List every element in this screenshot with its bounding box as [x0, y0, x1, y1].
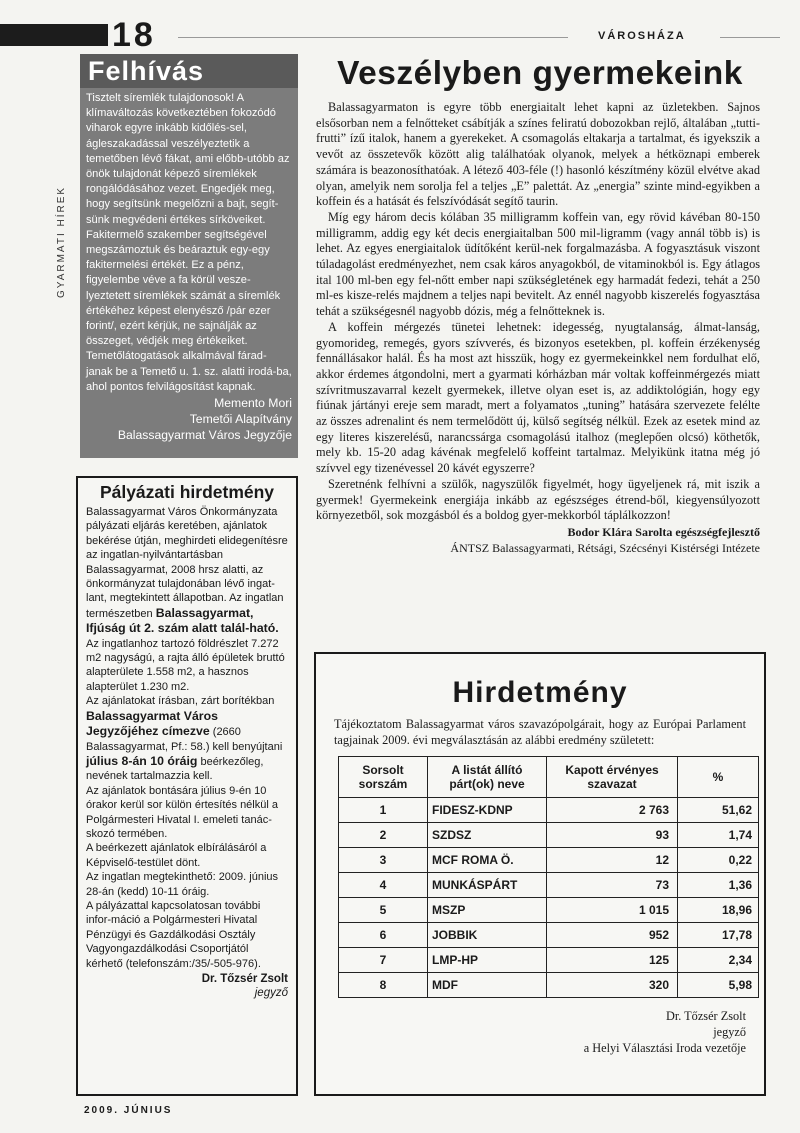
- row-party: FIDESZ-KDNP: [428, 798, 547, 823]
- palyazat-p3: Az ajánlatokat írásban, zárt borítékban Balassagyarmat Város Jegyzőjéhez címezve (2660 Balassagyarmat, Pf.: 58.) kell benyújtani július 8-án 10 óráig beérkezőleg, nevének tartalmazzia kell.: [86, 695, 283, 783]
- palyazat-title: Pályázati hirdetmény: [99, 482, 275, 502]
- row-votes: 12: [547, 848, 678, 873]
- header-szavazat: Kapott érvényes szavazat: [547, 757, 678, 798]
- article-institution: ÁNTSZ Balassagyarmati, Rétsági, Szécsényi Kistérségi Intézete: [450, 540, 760, 555]
- results-table: [338, 756, 759, 998]
- palyazat-signature: [78, 972, 296, 1000]
- row-votes: 125: [547, 948, 678, 973]
- hirdetmeny-sig-name: Dr. Tőzsér Zsolt: [665, 1009, 746, 1023]
- header-rule-right: [720, 37, 780, 38]
- row-votes: 952: [547, 923, 678, 948]
- row-sorszam: 6: [339, 923, 428, 948]
- hirdetmeny-intro: Tájékoztatom Balassagyarmat város szavazópolgárait, hogy az Európai Parlament tagjainak 2009. évi megválasztásán az alábbi eredmény született:: [334, 717, 746, 747]
- row-percent: 0,22: [678, 848, 759, 873]
- hirdetmeny-title: Hirdetmény: [452, 676, 628, 709]
- header-sorszam: Sorsolt sorszám: [339, 757, 428, 798]
- header-part: A listát állító párt(ok) neve: [428, 757, 547, 798]
- footer-date: 2009. JÚNIUS: [84, 1105, 173, 1116]
- article-paragraph: A koffein mérgezés tünetei lehetnek: idegesség, nyugtalanság, álmat-lanság, gyomorideg, remegés, gyors szívverés, és bizonyos esetekben, pl. koffein érzékenység fennállásakor halál. És ha most azt hisszük, hogy ez gyermekeinkkel nem fordulhat elő, akkor érdemes átgondolni, mert a gyarmati kórházban már voltak koffeinmérgezés miatt szívritmuszavarral kezelt gyermekek, illetve olyan eset is, az addiktológián, hogy egy fiúnak jártányi ereje sem maradt, mert a folyamatos „tuning” hatására szervezete felélte az összes adrenalint és nem termelődött új, külső segítség nélkül. Ezek az esetek mind az egy literes kiszerelésű, narancssárga csomagolású italhoz (meglepően olcsó) köthetők, mely kb. 15-20 adag kávénak megfelelő koffeint tartalmaz. Melyikünk itatna még jó szívvel egy tizenévessel 20 kávét egyszerre?: [316, 319, 760, 476]
- table-row: [339, 923, 759, 948]
- row-percent: 1,36: [678, 873, 759, 898]
- row-party: MUNKÁSPÁRT: [428, 873, 547, 898]
- row-votes: 320: [547, 973, 678, 998]
- row-party: MCF ROMA Ö.: [428, 848, 547, 873]
- row-votes: 93: [547, 823, 678, 848]
- palyazat-sig-name: Dr. Tőzsér Zsolt: [201, 973, 288, 985]
- hirdetmeny-sig-org: a Helyi Választási Iroda vezetője: [583, 1041, 746, 1055]
- felhivas-sig-line-1: Memento Mori: [214, 396, 292, 411]
- row-percent: 2,34: [678, 948, 759, 973]
- row-votes: 73: [547, 873, 678, 898]
- palyazat-p6: Az ingatlan megtekinthető: 2009. június 28-án (kedd) 10-11 óráig.: [86, 871, 279, 898]
- felhivas-box: [80, 54, 298, 458]
- palyazat-p2: Az ingatlanhoz tartozó földrészlet 7.272 m2 nagyságú, a rajta álló épületek bruttó alapterülete 1.558 m2, a hasznos alapterület 1.230 m2.: [86, 637, 285, 693]
- row-votes: 2 763: [547, 798, 678, 823]
- row-votes: 1 015: [547, 898, 678, 923]
- palyazat-p5: A beérkezett ajánlatok elbírálásáról a Képviselő-testület dönt.: [86, 842, 267, 869]
- row-sorszam: 2: [339, 823, 428, 848]
- row-percent: 5,98: [678, 973, 759, 998]
- table-row: [339, 823, 759, 848]
- hirdetmeny-sig-title: jegyző: [713, 1025, 746, 1039]
- felhivas-sig-line-3: Balassagyarmat Város Jegyzője: [117, 428, 292, 443]
- felhivas-sig-line-2: Temetői Alapítvány: [189, 412, 292, 427]
- page-number: 18: [112, 16, 156, 54]
- felhivas-signature: [80, 395, 298, 443]
- row-party: LMP-HP: [428, 948, 547, 973]
- row-sorszam: 8: [339, 973, 428, 998]
- row-percent: 51,62: [678, 798, 759, 823]
- row-sorszam: 1: [339, 798, 428, 823]
- row-party: MDF: [428, 973, 547, 998]
- table-row: [339, 798, 759, 823]
- article-paragraph: Míg egy három decis kólában 35 milligramm koffein van, egy rövid kávéban 80-150 milligramm, addig egy két decis energiaitalban 500 mil-ligramm (vagy annál több is) is lehet. Az egyes energiaitalok üdítőként kerül-nek forgalmazásba. A fogyasztásuk viszont túladagolást eredményezhet, nem csak káros anyagokból, de vitaminokból is. Egy átlagos ital 100 ml-ben egy fel-nőtt ember napi szükségletének egy harmadát fedezi, tehát a 250 ml-es kisze-relés majdnem a teljes napi bevitelt. Az ennél nagyobb kiszerelés fogyasztása tehát a szükségesnél nagyobb dózis, még a felnőtteknek is.: [316, 209, 760, 319]
- hirdetmeny-box: [314, 652, 766, 1096]
- article-title: Veszélyben gyermekeink: [337, 55, 743, 92]
- palyazat-sig-title: jegyző: [254, 987, 288, 999]
- table-row: [339, 948, 759, 973]
- table-row: [339, 873, 759, 898]
- row-sorszam: 3: [339, 848, 428, 873]
- row-party: JOBBIK: [428, 923, 547, 948]
- table-row: [339, 898, 759, 923]
- felhivas-title: Felhívás: [80, 54, 298, 88]
- table-row: [339, 973, 759, 998]
- header-percent: %: [678, 757, 759, 798]
- palyazat-p1: Balassagyarmat Város Önkormányzata pályázati eljárás keretében, ajánlatok bekérése útján, meghirdeti elidegenítésre az ingatlan-nyilvántartásban Balassagyarmat, 2008 hrsz alatti, az önkormányzat tulajdonában lévő ingat-lant, megtekintett állapotban. Az ingatlan természetben Balassagyarmat, Ifjúság út 2. szám alatt talál-ható.: [86, 506, 288, 636]
- palyazat-body: [78, 505, 296, 971]
- row-party: MSZP: [428, 898, 547, 923]
- article-body: [316, 100, 760, 556]
- row-percent: 17,78: [678, 923, 759, 948]
- results-header-row: [339, 757, 759, 798]
- row-percent: 1,74: [678, 823, 759, 848]
- section-title: VÁROSHÁZA: [598, 30, 686, 42]
- row-sorszam: 5: [339, 898, 428, 923]
- palyazat-p4: Az ajánlatok bontására július 9-én 10 órakor kerül sor külön értesítés nélkül a Polgármesteri Hivatal I. emeleti tanác-skozó termében.: [86, 784, 278, 840]
- article-author: Bodor Klára Sarolta egészségfejlesztő: [567, 524, 760, 539]
- palyazat-box: [76, 476, 298, 1096]
- row-percent: 18,96: [678, 898, 759, 923]
- row-party: SZDSZ: [428, 823, 547, 848]
- table-row: [339, 848, 759, 873]
- header-rule: [178, 37, 568, 38]
- header-bar: [0, 24, 108, 46]
- row-sorszam: 7: [339, 948, 428, 973]
- felhivas-body: Tisztelt síremlék tulajdonosok! A klímaváltozás következtében fokozódó viharok egyre inkább kidőlés-sel, ágleszakadással veszélyeztetik a temetőben lévő fákat, ami előbb-utóbb az önök tulajdonát képező síremlékek rongálódásához vezet. Engedjék meg, hogy segítsünk megelőzni a bajt, segít-sünk megvédeni értékes sírköveiket. Fakitermelő szakember segítségével megszámoztuk és beáraztuk egy-egy fakitermelési értékét. Ez a pénz, figyelembe véve a fa körül vesze-lyeztetett síremlékek számát a síremlék értékéhez képest elenyésző /pár ezer forint/, ezért kérjük, ne sajnálják az összeget, védjék meg értékeiket. Temetőlátogatások alkalmával fárad-janak be a Temető u. 1. sz. alatti irodá-ba, ahol pontos felvilágosítást kapnak.: [86, 92, 292, 393]
- palyazat-p7: A pályázattal kapcsolatosan további infor-máció a Polgármesteri Hivatal Pénzügyi és Gazdálkodási Osztály Vagyongazdálkodási Csoportjától kérhető (telefonszám:/35/-505-976).: [86, 899, 261, 970]
- row-sorszam: 4: [339, 873, 428, 898]
- vertical-label: GYARMATI HÍREK: [56, 185, 67, 298]
- article-paragraph: Szeretnénk felhívni a szülők, nagyszülők figyelmét, hogy ügyeljenek rá, mit iszik a gyermek! Gyermekeink energiája inkább az egészséges étrend-ből, kiegyensúlyozott környezetből, sok mozgásból és a boldog gyer-mekkorból táplálkozzon!: [316, 476, 760, 523]
- article-paragraph: Balassagyarmaton is egyre több energiaitalt lehet kapni az üzletekben. Sajnos elsősorban nem a felnőtteket csábítják a színes feliratú dobozokban rejlő, általában „tutti-frutti” ízű italok, hanem a gyerekeket. A csomagolás eltakarja a tartalmat, és igyekszik a vevőt az összetevők között alig találhatóak olyanok, melyek a hétköznapi emberek számára is beazonosíthatóak. A létező 403-féle (!) hasonló készítmény közül elvétve akad olyan, amelyik nem sorolja fel a teljes „E” palettát. Az „energia” szinte mind-egyikben a koffein és a hatását és felszívódását segítő taurin.: [316, 100, 760, 209]
- hirdetmeny-signature: [316, 1008, 746, 1056]
